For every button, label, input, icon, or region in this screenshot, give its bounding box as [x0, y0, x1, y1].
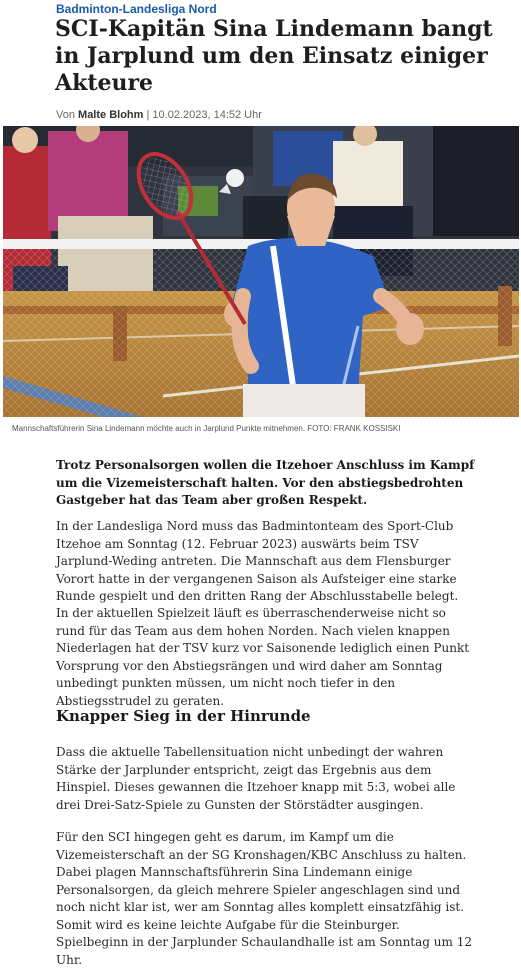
article-paragraph-3: Dass die aktuelle Tabellensituation nicht unbedingt der wahren Stärke der Jarplunder entspricht, zeigt das Ergebnis aus dem Hinspiel. Dieses gewannen die Itzehoer knapp mit 5:3, wobei alle drei Drei-Satz-Spiele zu Gunsten der Störstädter ausgingen. — [56, 745, 456, 812]
publish-date: 10.02.2023, 14:52 Uhr — [152, 109, 262, 121]
photo-caption: Mannschaftsführerin Sina Lindemann möchte auch in Jarplund Punkte mitnehmen. FOTO: FRANK KOSSISKI — [12, 424, 401, 433]
article-paragraph-4: Für den SCI hingegen geht es darum, im Kampf um die Vizemeisterschaft an der SG Kronshagen/KBC Anschluss zu halten. Dabei plagen Mannschaftsführerin Sina Lindemann einige Personalsorgen, da gleich mehrere Spieler angeschlagen sind und noch nicht klar ist, wer am Sonntag alles komplett einsatzfähig ist. Somit wird es keine leichte Aufgabe für die Steinburger. Spielbeginn in der Jarplunder Schaulandhalle ist am Sonntag um 12 Uhr. — [56, 830, 472, 967]
article-photo[interactable] — [3, 126, 519, 417]
article-headline: SCI-Kapitän Sina Lindemann bangt in Jarplund um den Einsatz einiger Akteure — [55, 16, 493, 96]
badminton-player-illustration — [3, 126, 519, 417]
byline — [56, 109, 262, 121]
article-subheading: Knapper Sieg in der Hinrunde — [56, 707, 311, 725]
byline-separator: | — [146, 109, 150, 121]
author-name[interactable]: Malte Blohm — [78, 109, 144, 121]
byline-prefix: Von — [56, 109, 75, 121]
article-paragraph-1: In der Landesliga Nord muss das Badmintonteam des Sport-Club Itzehoe am Sonntag (12. Februar 2023) auswärts beim TSV Jarplund-Weding antreten. Die Mannschaft aus dem Flensburger Vorort hatte in der vergangenen Saison als Aufsteiger eine starke Runde gespielt und den dritten Rang der Abschlusstabelle belegt. — [56, 519, 459, 603]
article-paragraph-2: In der aktuellen Spielzeit läuft es überraschenderweise nicht so rund für das Team aus dem hohen Norden. Nach vielen knappen Niederlagen hat der TSV kurz vor Saisonende lediglich einen Punkt Vorsprung vor den Abstiegsrängen und wird daher am Sonntag unbedingt punkten müssen, um nicht noch tiefer in den Abstiegsstrudel zu geraten. — [56, 606, 470, 708]
article-lead: Trotz Personalsorgen wollen die Itzehoer Anschluss im Kampf um die Vizemeisterschaft halten. Vor den abstiegsbedrohten Gastgeber hat das Team aber großen Respekt. — [56, 458, 475, 507]
section-kicker[interactable]: Badminton-Landesliga Nord — [56, 2, 217, 16]
